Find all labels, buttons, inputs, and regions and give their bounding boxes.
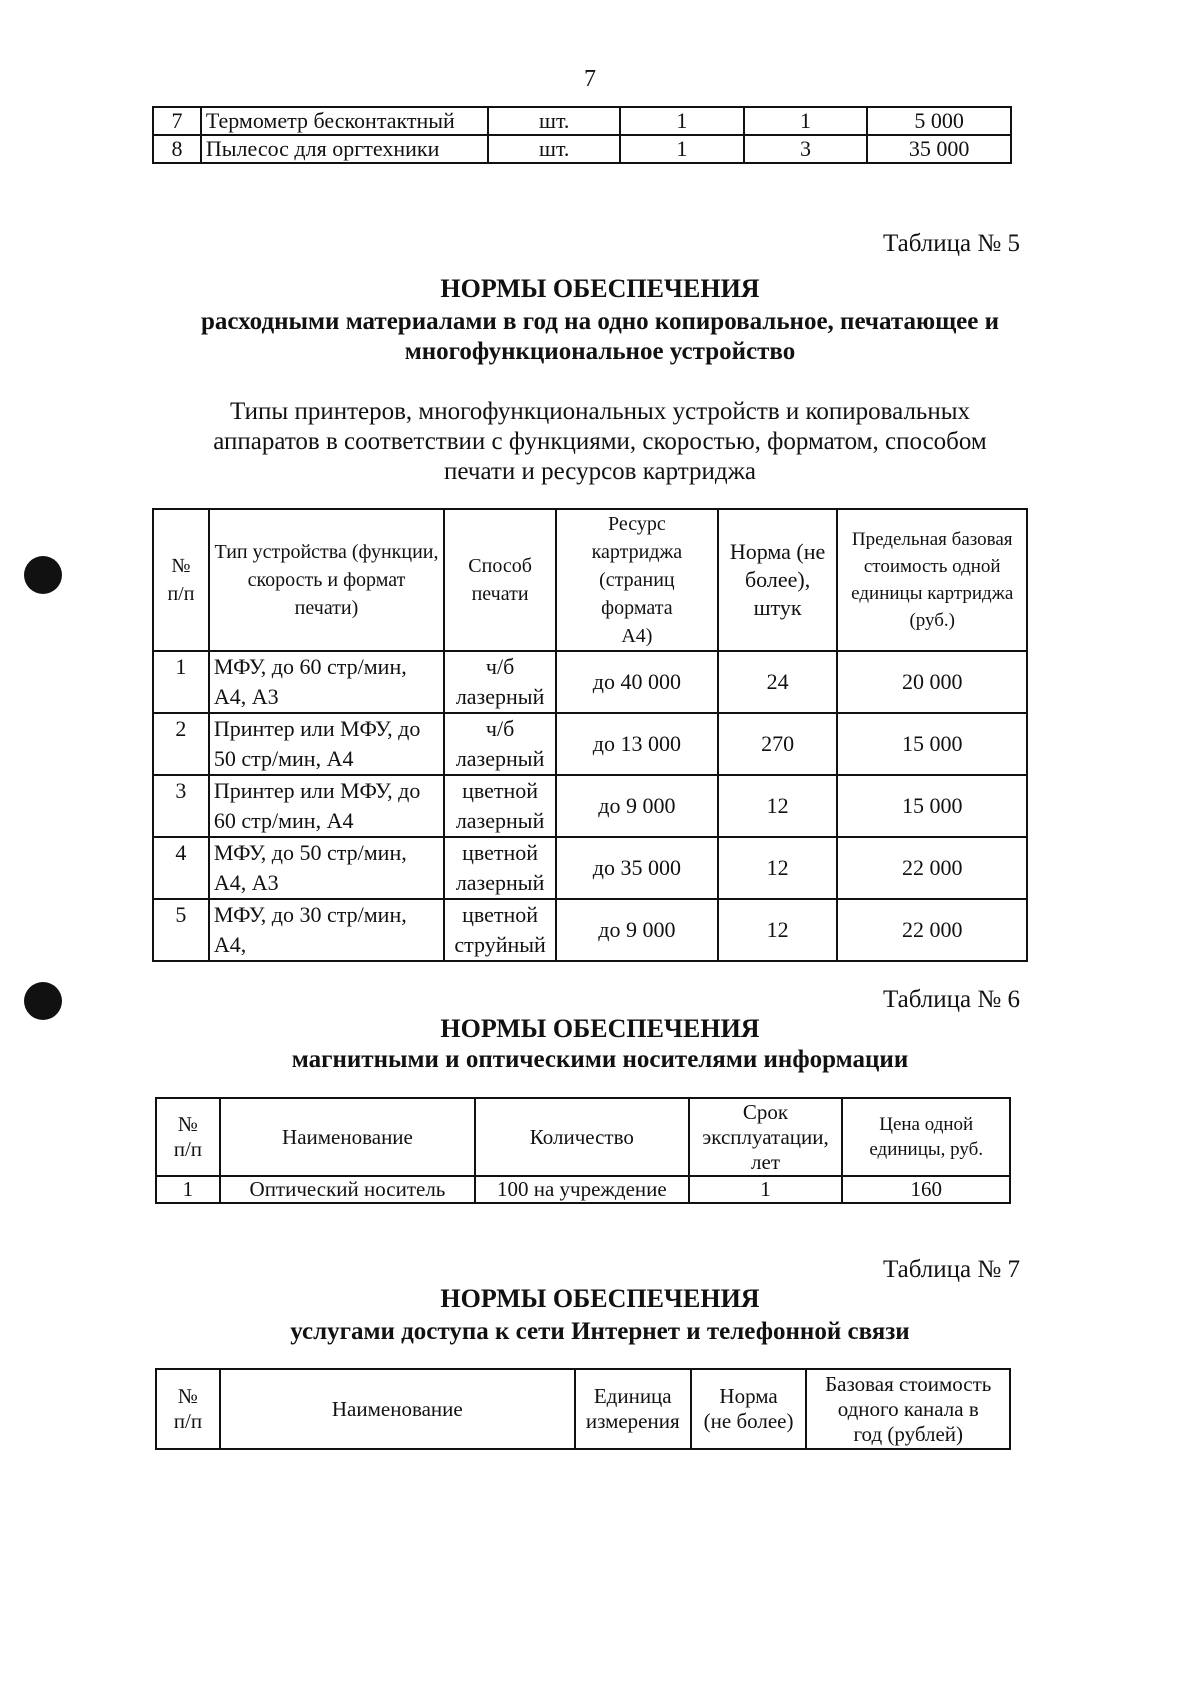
- cell-price: 22 000: [837, 899, 1027, 961]
- table-5-subtitle-line1: расходными материалами в год на одно копировальное, печатающее и: [200, 308, 1000, 335]
- cell-norm: 12: [718, 837, 838, 899]
- cell-name: Пылесос для оргтехники: [201, 135, 489, 163]
- table-row: [153, 899, 1027, 961]
- table-7-label: Таблица № 7: [882, 1256, 1020, 1283]
- cell-name: Оптический носитель: [220, 1176, 475, 1203]
- cell-num: 4: [153, 837, 209, 899]
- header-name: Наименование: [220, 1098, 475, 1176]
- cell-num: 1: [153, 651, 209, 713]
- cell-resource: до 40 000: [556, 651, 718, 713]
- cell-price: 15 000: [837, 713, 1027, 775]
- table-7: [155, 1368, 1011, 1450]
- page-number: 7: [584, 66, 596, 92]
- cell-unit: шт.: [488, 135, 620, 163]
- header-qty: Количество: [475, 1098, 688, 1176]
- table-header-row: [153, 509, 1027, 651]
- cell-method: цветной лазерный: [444, 775, 556, 837]
- header-price: Цена одной единицы, руб.: [842, 1098, 1010, 1176]
- header-price: Предельная базовая стоимость одной единицы картриджа (руб.): [837, 509, 1027, 651]
- table-7-subtitle: услугами доступа к сети Интернет и телефонной связи: [290, 1318, 910, 1345]
- header-num: № п/п: [156, 1369, 220, 1449]
- cell-norm: 24: [718, 651, 838, 713]
- cell-method: цветной лазерный: [444, 837, 556, 899]
- cell-price: 15 000: [837, 775, 1027, 837]
- punch-hole-bottom: [24, 982, 62, 1020]
- cell-method: ч/б лазерный: [444, 651, 556, 713]
- cell-price: 160: [842, 1176, 1010, 1203]
- table-row: [153, 775, 1027, 837]
- table-4-tail: [152, 106, 1012, 164]
- cell-num: 8: [153, 135, 201, 163]
- table-row: [156, 1176, 1010, 1203]
- cell-num: 3: [153, 775, 209, 837]
- cell-name: Термометр бесконтактный: [201, 107, 489, 135]
- cell-norm: 12: [718, 775, 838, 837]
- table-5: [152, 508, 1028, 962]
- table-6-subtitle: магнитными и оптическими носителями информации: [291, 1046, 909, 1073]
- table-row: [153, 135, 1011, 163]
- cell-resource: до 9 000: [556, 899, 718, 961]
- cell-type: МФУ, до 30 стр/мин, А4,: [209, 899, 444, 961]
- header-cost: Базовая стоимость одного канала в год (рублей): [806, 1369, 1010, 1449]
- table-row: [153, 651, 1027, 713]
- cell-qty: 1: [620, 107, 744, 135]
- cell-method: цветной струйный: [444, 899, 556, 961]
- header-num: № п/п: [153, 509, 209, 651]
- cell-num: 1: [156, 1176, 220, 1203]
- header-name: Наименование: [220, 1369, 575, 1449]
- table-6: [155, 1097, 1011, 1204]
- header-method: Способ печати: [444, 509, 556, 651]
- table-5-desc-line2: аппаратов в соответствии с функциями, скоростью, форматом, способом: [213, 428, 987, 455]
- table-5-desc-line1: Типы принтеров, многофункциональных устройств и копировальных: [230, 398, 970, 425]
- cell-resource: до 9 000: [556, 775, 718, 837]
- cell-price: 20 000: [837, 651, 1027, 713]
- header-unit: Единица измерения: [575, 1369, 691, 1449]
- cell-life: 1: [744, 107, 868, 135]
- cell-num: 2: [153, 713, 209, 775]
- cell-type: МФУ, до 50 стр/мин, А4, А3: [209, 837, 444, 899]
- cell-qty: 1: [620, 135, 744, 163]
- cell-qty: 100 на учреждение: [475, 1176, 688, 1203]
- punch-hole-top: [24, 556, 62, 594]
- header-norm: Норма (не более), штук: [718, 509, 838, 651]
- table-row: [153, 713, 1027, 775]
- table-6-label: Таблица № 6: [882, 986, 1020, 1013]
- cell-resource: до 35 000: [556, 837, 718, 899]
- cell-method: ч/б лазерный: [444, 713, 556, 775]
- header-resource: Ресурс картриджа (страниц формата А4): [556, 509, 718, 651]
- table-5-desc-line3: печати и ресурсов картриджа: [444, 458, 756, 485]
- header-num: № п/п: [156, 1098, 220, 1176]
- cell-resource: до 13 000: [556, 713, 718, 775]
- cell-num: 7: [153, 107, 201, 135]
- cell-num: 5: [153, 899, 209, 961]
- cell-norm: 270: [718, 713, 838, 775]
- cell-life: 1: [689, 1176, 843, 1203]
- cell-type: МФУ, до 60 стр/мин, А4, А3: [209, 651, 444, 713]
- header-life: Срок эксплуатации, лет: [689, 1098, 843, 1176]
- table-row: [153, 107, 1011, 135]
- cell-price: 5 000: [867, 107, 1011, 135]
- table-row: [153, 837, 1027, 899]
- table-5-title: НОРМЫ ОБЕСПЕЧЕНИЯ: [440, 274, 760, 303]
- header-norm: Норма (не более): [691, 1369, 807, 1449]
- cell-type: Принтер или МФУ, до 50 стр/мин, А4: [209, 713, 444, 775]
- table-header-row: [156, 1098, 1010, 1176]
- cell-price: 35 000: [867, 135, 1011, 163]
- table-header-row: [156, 1369, 1010, 1449]
- cell-life: 3: [744, 135, 868, 163]
- cell-type: Принтер или МФУ, до 60 стр/мин, А4: [209, 775, 444, 837]
- table-6-title: НОРМЫ ОБЕСПЕЧЕНИЯ: [440, 1014, 760, 1043]
- header-type: Тип устройства (функции, скорость и формат печати): [209, 509, 444, 651]
- cell-price: 22 000: [837, 837, 1027, 899]
- table-7-title: НОРМЫ ОБЕСПЕЧЕНИЯ: [440, 1284, 760, 1313]
- cell-unit: шт.: [488, 107, 620, 135]
- table-5-label: Таблица № 5: [882, 230, 1020, 257]
- table-5-subtitle-line2: многофункциональное устройство: [404, 338, 796, 365]
- cell-norm: 12: [718, 899, 838, 961]
